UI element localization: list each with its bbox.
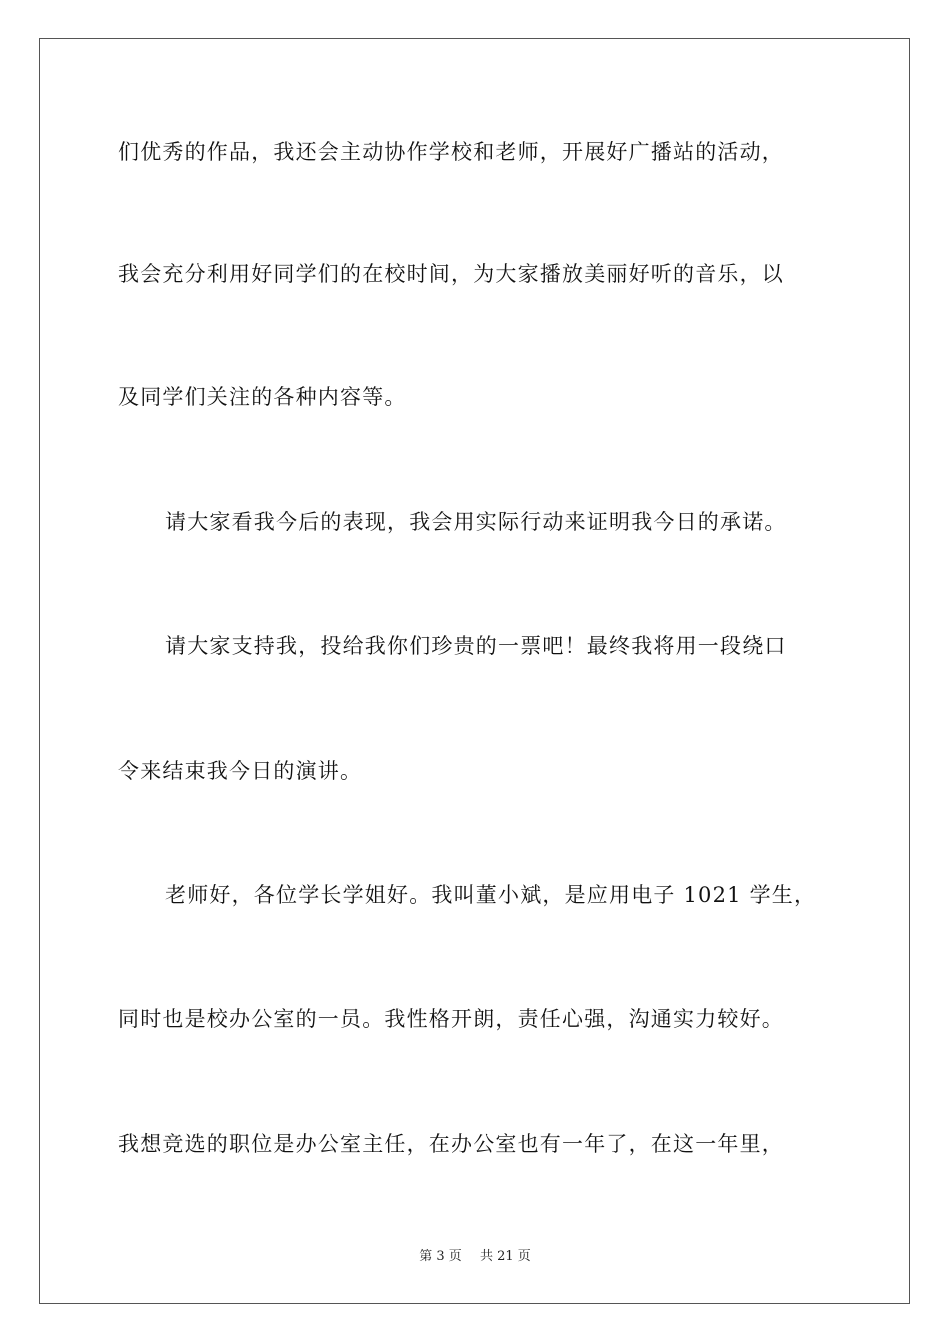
paragraph-start-line: 老师好，各位学长学姐好。我叫董小斌，是应用电子 1021 学生， [165,883,817,907]
text-line: 我想竞选的职位是办公室主任，在办公室也有一年了，在这一年里， [118,1132,784,1156]
page-border [39,38,910,1304]
total-pages: 共 21 页 [479,1249,531,1264]
text-line: 及同学们关注的各种内容等。 [118,385,407,409]
text-line: 我会充分利用好同学们的在校时间，为大家播放美丽好听的音乐，以 [118,262,784,286]
text-line: 令来结束我今日的演讲。 [118,759,363,783]
paragraph-start-line: 请大家支持我，投给我你们珍贵的一票吧！最终我将用一段绕口 [165,634,787,658]
page-footer [0,1249,950,1265]
paragraph-start-line: 请大家看我今后的表现，我会用实际行动来证明我今日的承诺。 [165,510,787,534]
text-line: 们优秀的作品，我还会主动协作学校和老师，开展好广播站的活动， [118,140,784,164]
text-line: 同时也是校办公室的一员。我性格开朗，责任心强，沟通实力较好。 [118,1007,784,1031]
page-number: 第 3 页 [419,1249,462,1264]
